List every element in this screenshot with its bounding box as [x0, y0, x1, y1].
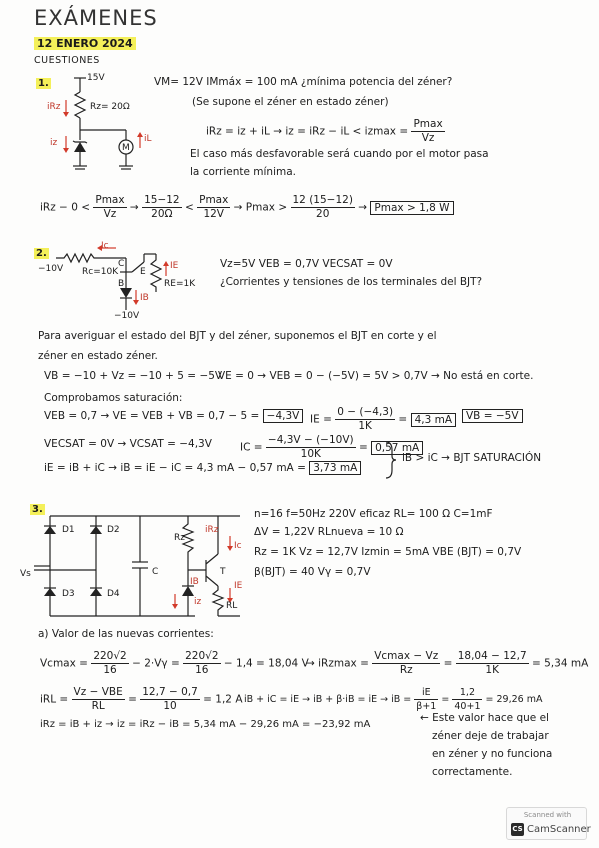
q1-motor-label: M — [122, 143, 130, 153]
q1-statement: VM= 12V IMmáx = 100 mA ¿mínima potencia del zéner? — [154, 76, 453, 88]
q3-d3-label: D3 — [62, 589, 75, 599]
q3-rl-label: RL — [226, 601, 238, 611]
q2-re-label: RE=1K — [164, 279, 196, 289]
q3-irz-text: → iRzmax = — [306, 657, 369, 670]
q2-ic-label: Ic — [101, 241, 109, 251]
fraction-denominator: 12V — [203, 208, 224, 220]
equals: = — [443, 657, 453, 670]
q3-vs-label: Vs — [20, 569, 31, 579]
fraction — [335, 406, 395, 433]
fraction — [183, 650, 220, 677]
q2-b-label: B — [118, 279, 125, 289]
fraction-denominator: β+1 — [416, 701, 437, 712]
q3-ib-end: = 29,26 mA — [485, 694, 543, 705]
fraction — [142, 194, 182, 221]
fraction — [72, 686, 125, 713]
q3-given-3: Rz = 1K Vz = 12,7V Izmin = 5mA VBE (BJT) = 0,7V — [254, 546, 522, 558]
q2-question: ¿Corrientes y tensiones de los terminales del BJT? — [220, 276, 483, 288]
q2-ie-text: IE = — [310, 413, 332, 426]
q2-check-sat: Comprobamos saturación: — [44, 392, 183, 404]
q2-rc-label: Rc=10K — [82, 267, 119, 277]
q1-worst-case-text-2: la corriente mínima. — [190, 166, 296, 178]
fraction — [197, 194, 230, 221]
fraction-numerator: iE — [414, 686, 438, 700]
q3-d4-label: D4 — [107, 589, 120, 599]
q2-ib-line — [44, 462, 361, 475]
q3-final-line: iRz = iB + iz → iz = iRz − iB = 5,34 mA − 29,26 mA = −23,92 mA — [40, 719, 371, 730]
arrow: → — [129, 201, 139, 214]
watermark-caption: Scanned with — [523, 811, 572, 819]
fraction-numerator: Vz − VBE — [73, 686, 123, 698]
q3-ib-label: IB — [190, 577, 199, 587]
q1-rz-label: Rz= 20Ω — [90, 102, 130, 112]
q3-d1-label: D1 — [62, 525, 75, 535]
fraction-denominator: 20Ω — [151, 208, 173, 220]
q1-source-label: 15V — [87, 73, 105, 83]
fraction-numerator: Vcmax − Vz — [374, 650, 439, 662]
q2-ve-result-box: −4,3V — [263, 409, 304, 423]
q2-vec-line: VECSAT = 0V → VCSAT = −4,3V — [44, 438, 212, 450]
camscanner-logo-icon: CS — [511, 823, 524, 836]
q3-ib-line — [244, 686, 542, 713]
q3-vc-mid: − 2·Vγ = — [132, 657, 180, 670]
q1-worst-case-text: El caso más desfavorable será cuando por el motor pasa — [190, 148, 489, 160]
q3-given-4: β(BJT) = 40 Vγ = 0,7V — [254, 566, 371, 578]
q1-pmax-fraction — [411, 118, 444, 145]
fraction — [414, 686, 438, 713]
equals: = — [441, 694, 450, 705]
q1-irz-label: iRz — [47, 102, 61, 112]
fraction-denominator: 1K — [358, 420, 372, 432]
q3-vc-end: − 1,4 = 18,04 V — [223, 657, 309, 670]
fraction-denominator: RL — [91, 700, 105, 712]
equals: = — [128, 693, 137, 706]
q3-rz-label: Rz — [174, 533, 185, 543]
fraction-denominator: Vz — [421, 132, 435, 144]
q3-ib-chain: iB + iC = iE → iB + β·iB = iE → iB = — [244, 694, 412, 705]
q3-iz-label: iz — [194, 597, 202, 607]
q3-irz-line — [306, 650, 588, 677]
q2-iesum-text: iE = iB + iC → iB = iE − iC = 4,3 mA − 0,57 mA = — [44, 462, 306, 474]
fraction-denominator: 10K — [300, 448, 321, 460]
fraction-numerator: 12,7 − 0,7 — [142, 686, 198, 698]
fraction-numerator: 15−12 — [144, 194, 180, 206]
q2-e-label: E — [140, 267, 146, 277]
q3-given-1: n=16 f=50Hz 220V eficaz RL= 100 Ω C=1mF — [254, 508, 493, 520]
fraction-denominator: 20 — [316, 208, 330, 220]
q3-t-label: T — [220, 567, 226, 577]
fraction-denominator: 16 — [103, 664, 117, 676]
fraction-numerator: −4,3V − (−10V) — [267, 434, 354, 446]
fraction — [452, 686, 482, 713]
q2-vb-box-wrap — [462, 410, 523, 423]
exam-date: 12 ENERO 2024 — [34, 37, 136, 50]
fraction-denominator: 16 — [195, 664, 209, 676]
q1-relation-text: iRz = iz + iL → iz = iRz − iL < izmax = — [206, 125, 409, 138]
fraction-denominator: Rz — [399, 664, 413, 676]
fraction-denominator: 10 — [163, 700, 177, 712]
q3-vc-line — [40, 650, 309, 677]
q3-note-2: zéner deje de trabajar — [432, 730, 549, 742]
q3-irl-line — [40, 686, 243, 713]
q3-irz-end: = 5,34 mA — [531, 657, 589, 670]
q2-vb-result-box: VB = −5V — [462, 409, 523, 423]
q2-ic-result-box: 0,57 mA — [371, 441, 423, 455]
fraction-denominator: 1K — [485, 664, 499, 676]
q3-ic-label: Ic — [234, 541, 242, 551]
question-3-number: 3. — [32, 504, 43, 515]
watermark-brand-name: CamScanner — [527, 824, 591, 835]
q2-conclusion: iB > iC → BJT SATURACIÓN — [402, 452, 542, 464]
q3-irz-label: iRz — [205, 525, 219, 535]
q1-iz-label: iz — [50, 138, 58, 148]
fraction-numerator: Pmax — [413, 118, 443, 130]
q3-ie-label: IE — [234, 581, 243, 591]
fraction-numerator: 0 − (−4,3) — [337, 406, 394, 418]
fraction-numerator: 18,04 − 12,7 — [457, 650, 527, 662]
fraction-numerator: 220√2 — [93, 650, 127, 662]
q2-vb-calc: VB = −10 + Vz = −10 + 5 = −5V — [44, 370, 223, 382]
q2-ie-line: IE = $\frac{0 - (-4,3)}{1K}$ = 4,3 mA — [310, 406, 456, 433]
q2-ib-result-box: 3,73 mA — [309, 461, 361, 475]
q2-ie-label: IE — [170, 261, 179, 271]
q1-circuit-diagram — [40, 70, 150, 180]
fraction — [93, 194, 126, 221]
fraction-numerator: 12 (15−12) — [292, 194, 353, 206]
camscanner-watermark — [506, 807, 591, 840]
q1-result-box: Pmax > 1,8 W — [370, 201, 453, 215]
q1-il-label: iL — [144, 134, 152, 144]
q2-text-2: zéner en estado zéner. — [38, 350, 158, 362]
fraction-numerator: Pmax — [199, 194, 229, 206]
q2-ic-text: IC = — [240, 441, 263, 454]
q2-text-1: Para averiguar el estado del BJT y del zéner, suponemos el BJT en corte y el — [38, 330, 437, 342]
fraction — [372, 650, 440, 677]
q2-ic-line: IC = $\frac{-4,3V - (-10V)}{10K}$ = 0,57 mA — [240, 434, 423, 461]
q3-given-2: ΔV = 1,22V RLnueva = 10 Ω — [254, 526, 404, 538]
fraction — [456, 650, 529, 677]
fraction — [266, 434, 356, 461]
q1-current-relation — [206, 118, 445, 145]
watermark-brand — [511, 823, 591, 836]
section-heading: CUESTIONES — [34, 55, 100, 66]
q2-brace — [384, 440, 398, 480]
q3-note-1: ← Este valor hace que el — [420, 712, 549, 724]
fraction — [91, 650, 128, 677]
q3-d2-label: D2 — [107, 525, 120, 535]
q2-ie-result-box: 4,3 mA — [411, 413, 456, 427]
q3-irl-end: = 1,2 A — [203, 693, 243, 706]
arrow: → — [358, 201, 368, 214]
q3-c-label: C — [152, 567, 159, 577]
q3-note-4: correctamente. — [432, 766, 513, 778]
question-1-number: 1. — [38, 78, 49, 89]
fraction-numerator: 220√2 — [185, 650, 219, 662]
q2-ve-calc: VE = 0 → VEB = 0 − (−5V) = 5V > 0,7V → No está en corte. — [218, 370, 534, 382]
q3-note-3: en zéner y no funciona — [432, 748, 553, 760]
q1-ineq-start: iRz − 0 < — [40, 201, 91, 214]
q2-vneg-label: −10V — [38, 264, 64, 274]
q2-given-values: Vz=5V VEB = 0,7V VECSAT = 0V — [220, 258, 393, 270]
q2-c-label: C — [118, 259, 125, 269]
q3-part-a: a) Valor de las nuevas corrientes: — [38, 628, 214, 640]
q3-vc-text: Vcmax = — [40, 657, 88, 670]
less-than: < — [184, 201, 194, 214]
q2-ib-label: IB — [140, 293, 149, 303]
q2-veb-line — [44, 410, 303, 423]
q3-irl-text: iRL = — [40, 693, 69, 706]
fraction-denominator: 40+1 — [454, 701, 481, 712]
q1-derivation — [40, 194, 454, 221]
fraction-denominator: Vz — [103, 208, 117, 220]
fraction-numerator: 1,2 — [452, 686, 482, 700]
page-title: EXÁMENES — [34, 6, 158, 30]
fraction-numerator: Pmax — [95, 194, 125, 206]
q1-ineq-mid: → Pmax > — [233, 201, 288, 214]
q2-veb-text: VEB = 0,7 → VE = VEB + VB = 0,7 − 5 = — [44, 410, 260, 422]
q1-assumption: (Se supone el zéner en estado zéner) — [192, 96, 389, 108]
fraction — [291, 194, 355, 221]
q2-vbot-label: −10V — [114, 311, 140, 321]
question-2-number: 2. — [36, 248, 47, 259]
fraction — [140, 686, 200, 713]
